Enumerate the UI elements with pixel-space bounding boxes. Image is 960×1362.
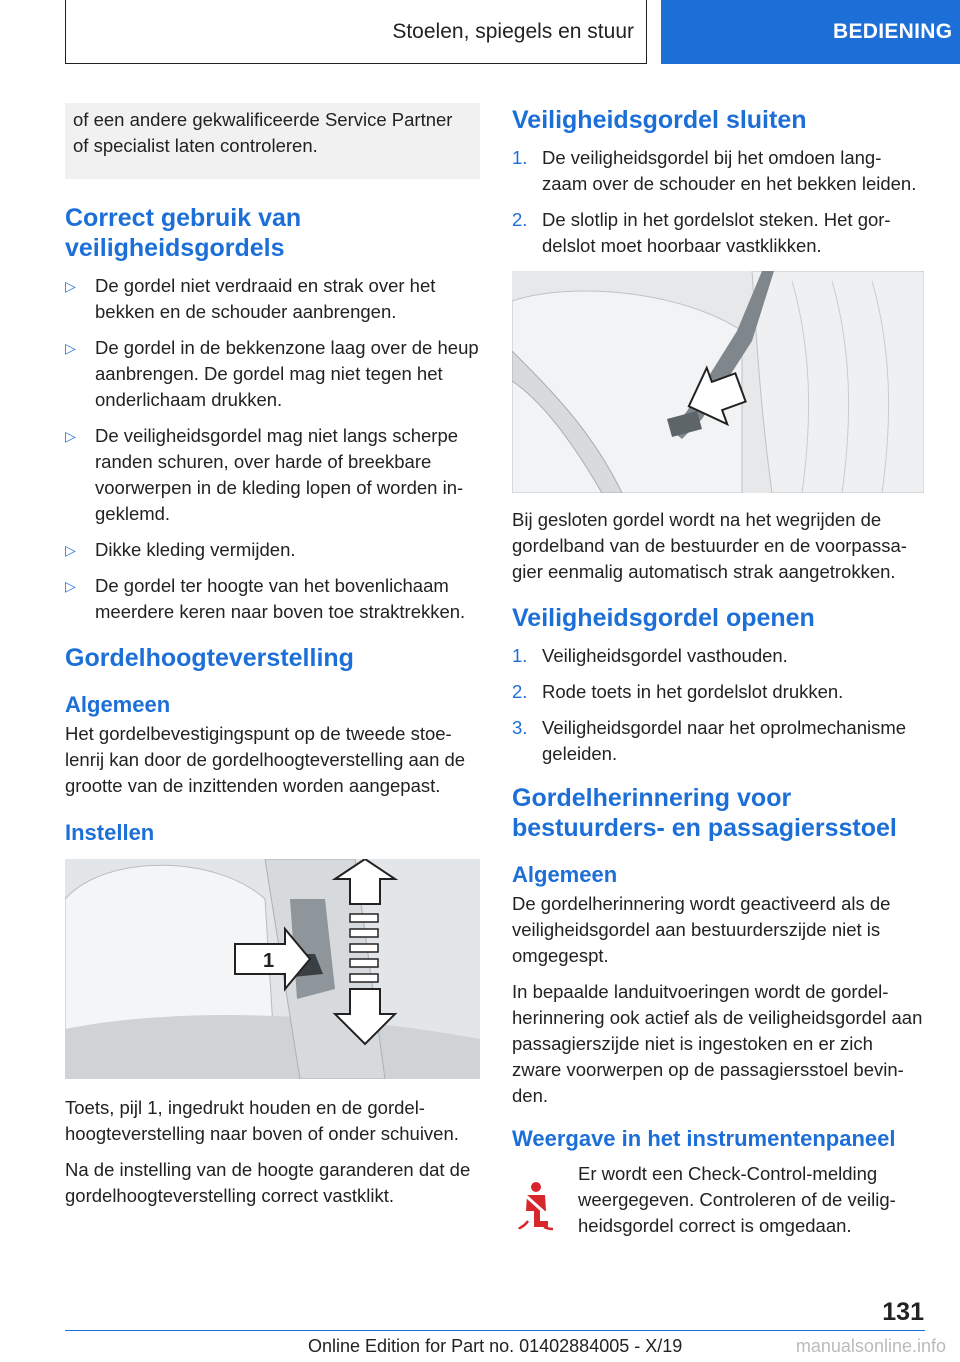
heading-general: Algemeen	[65, 692, 171, 717]
belt-height-adjuster-illustration	[65, 859, 480, 1079]
heading-general-right: Algemeen	[512, 862, 618, 887]
list-item: 3. Veiligheidsgordel naar het oprolmechanisme geleiden.	[512, 717, 907, 764]
paragraph-adjust-1: Toets, pijl 1, ingedrukt houden en de gordel-hoogteverstelling naar boven of onder schuiven.	[65, 1097, 459, 1144]
open-steps-list	[512, 643, 924, 767]
paragraph-adjust-2: Na de instelling van de hoogte garanderen dat de gordelhoogteverstelling correct vastklikt.	[65, 1159, 471, 1206]
heading-close-belt: Veiligheidsgordel sluiten	[512, 106, 807, 134]
correct-use-list	[65, 273, 480, 625]
paragraph-reminder-1: De gordelherinnering wordt geactiveerd als de veiligheidsgordel aan bestuurderszijde niet is omgegespt.	[512, 893, 891, 966]
list-item: 2. De slotlip in het gordelslot steken. Het gor-delslot moet hoorbaar vastklikken.	[512, 209, 891, 256]
edition-text: Online Edition for Part no. 01402884005 - X/19	[308, 1336, 683, 1356]
paragraph-reminder-2: In bepaalde landuitvoeringen wordt de gordel-herinnering ook actief als de veiligheidsgordel aan passagierszijde niet is ingestoken en er zich zware voorwerpen op de passagiersstoel bevin-den.	[512, 981, 923, 1106]
callout-number-1: 1	[263, 950, 275, 972]
heading-adjust: Instellen	[65, 820, 155, 845]
belt-height-adjuster-image	[65, 859, 480, 1079]
list-item: ▷ De gordel ter hoogte van het bovenlichaam meerdere keren naar boven toe straktrekken.	[65, 575, 466, 622]
watermark-text: manualsonline.info	[795, 1336, 946, 1356]
close-steps-list	[512, 145, 924, 259]
list-item: ▷ De gordel niet verdraaid en strak over het bekken en de schouder aanbrengen.	[65, 275, 436, 322]
triangle-bullet-icon: ▷	[65, 340, 76, 356]
triangle-bullet-icon: ▷	[65, 278, 76, 294]
right-column	[512, 103, 924, 1249]
list-item: 1. De veiligheidsgordel bij het omdoen lang-zaam over de schouder en het bekken leiden.	[512, 147, 917, 194]
triangle-bullet-icon: ▷	[65, 578, 76, 594]
heading-display: Weergave in het instrumentenpaneel	[512, 1126, 896, 1151]
seatbelt-warning-icon	[518, 1181, 554, 1231]
buckle-illustration	[512, 271, 924, 493]
list-item: 1. Veiligheidsgordel vasthouden.	[512, 645, 788, 666]
running-header-chapter: BEDIENING	[661, 0, 960, 64]
paragraph-general: Het gordelbevestigingspunt op de tweede stoe-lenrij kan door de gordelhoogteverstelling aan de grootte van de inzittenden worden aangepast.	[65, 723, 466, 796]
heading-open-belt: Veiligheidsgordel openen	[512, 604, 815, 632]
paragraph-belt-closed: Bij gesloten gordel wordt na het wegrijden de gordelband van de bestuurder en de voorpassa-gier eenmalig automatisch strak aangetrokken.	[512, 509, 907, 582]
footer-divider	[65, 1330, 925, 1331]
heading-correct-use: Correct gebruik van veiligheidsgordels	[65, 204, 302, 262]
list-item: ▷ De veiligheidsgordel mag niet langs scherpe randen schuren, over harde of breekbare voorwerpen in de kleding lopen of worden in-geklemd.	[65, 425, 464, 524]
buckle-image	[512, 271, 924, 493]
triangle-bullet-icon: ▷	[65, 542, 76, 558]
continued-note: of een andere gekwalificeerde Service Partner of specialist laten controleren.	[65, 103, 480, 179]
page-number: 131	[882, 1298, 924, 1326]
paragraph-display: Er wordt een Check-Control-melding weergegeven. Controleren of de veilig-heidsgordel correct is omgedaan.	[578, 1163, 896, 1236]
left-column	[65, 103, 480, 1219]
display-note	[512, 1161, 924, 1239]
list-item: ▷ Dikke kleding vermijden.	[65, 537, 480, 563]
heading-belt-reminder: Gordelherinnering voor bestuurders- en passagiersstoel	[512, 784, 897, 842]
running-header-section: Stoelen, spiegels en stuur	[65, 0, 647, 64]
triangle-bullet-icon: ▷	[65, 428, 76, 444]
list-item: ▷ De gordel in de bekkenzone laag over de heup aanbrengen. De gordel mag niet tegen het onderlichaam drukken.	[65, 337, 479, 410]
heading-height-adjust: Gordelhoogteverstelling	[65, 644, 354, 672]
list-item: 2. Rode toets in het gordelslot drukken.	[512, 681, 844, 702]
